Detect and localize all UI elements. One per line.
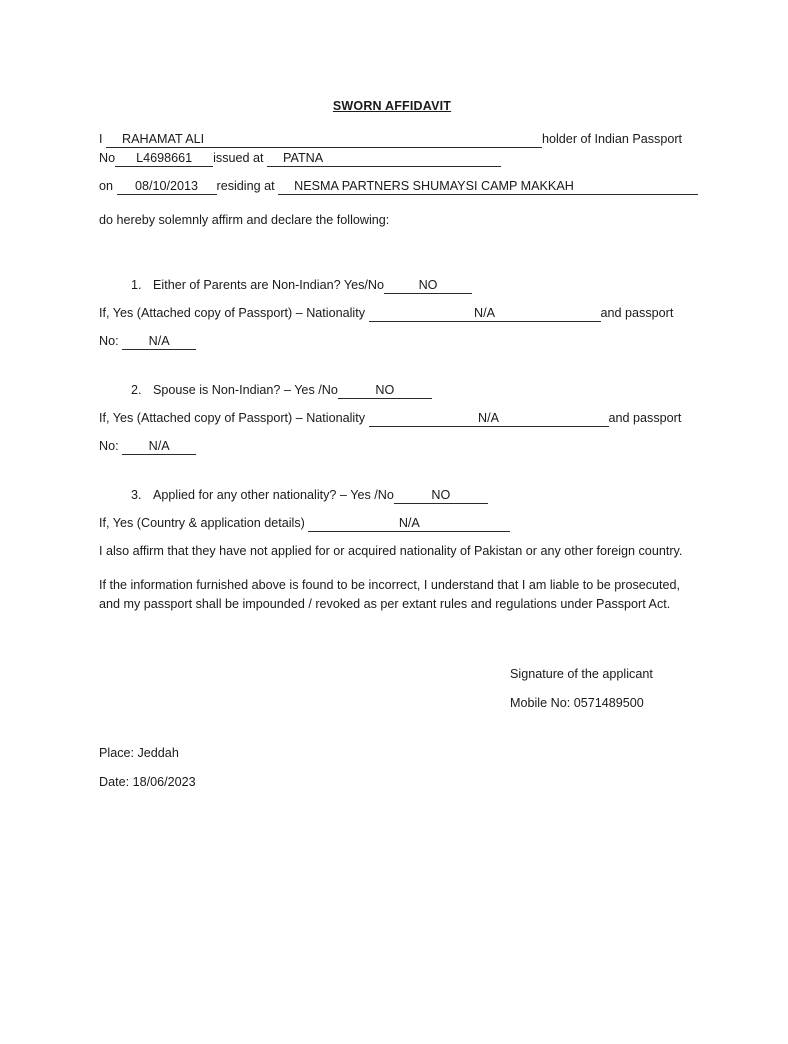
footer-block: [99, 739, 685, 797]
question-2-passport-no-label: No:: [99, 439, 119, 453]
question-row-3: [99, 486, 685, 505]
question-2-followup: [99, 409, 685, 428]
question-2-passport-no: [99, 437, 685, 456]
intro-line2-mid: issued at: [213, 151, 264, 165]
intro-line1-suffix: holder of Indian Passport: [542, 132, 683, 146]
question-3-answer-field[interactable]: NO: [394, 487, 488, 504]
liability-paragraph: If the information furnished above is found to be incorrect, I understand that I am liable to be prosecuted, and my passport shall be impounded / revoked as per extant rules and regulations under Passport Act.: [99, 578, 681, 611]
signature-label: Signature of the applicant: [510, 667, 653, 681]
question-1-answer-field[interactable]: NO: [384, 277, 472, 294]
question-3-details-field[interactable]: N/A: [308, 515, 510, 532]
question-1-passport-no: [99, 332, 685, 351]
question-1-passport-no-field[interactable]: N/A: [122, 333, 196, 350]
intro-line-passport: [99, 149, 685, 168]
intro-line3-mid: residing at: [216, 179, 275, 193]
intro-line-name: [99, 130, 685, 149]
question-row-1: [99, 276, 685, 295]
address-field[interactable]: NESMA PARTNERS SHUMAYSI CAMP MAKKAH: [278, 178, 698, 195]
mobile-number: Mobile No: 0571489500: [510, 696, 644, 710]
affirmation-paragraph: I also affirm that they have not applied for or acquired nationality of Pakistan or any other foreign country.: [99, 544, 683, 558]
date-text: Date: 18/06/2023: [99, 775, 196, 789]
signature-block: [510, 660, 685, 718]
question-1-number: 1.: [131, 278, 142, 292]
issued-at-field[interactable]: PATNA: [267, 150, 501, 167]
issue-date-field[interactable]: 08/10/2013: [117, 178, 217, 195]
question-1-followup-label: If, Yes (Attached copy of Passport) – Nationality: [99, 306, 366, 320]
question-2-passport-no-field[interactable]: N/A: [122, 438, 196, 455]
declaration-text: do hereby solemnly affirm and declare the following:: [99, 213, 390, 227]
question-2-answer-field[interactable]: NO: [338, 382, 432, 399]
intro-line3-prefix: on: [99, 179, 114, 193]
intro-line2-prefix: No: [99, 151, 116, 165]
question-1-text: Either of Parents are Non-Indian? Yes/No: [153, 278, 385, 292]
question-3-followup-label: If, Yes (Country & application details): [99, 516, 305, 530]
question-2-number: 2.: [131, 383, 142, 397]
question-1-followup: [99, 304, 685, 323]
document-body: [99, 99, 685, 797]
question-row-2: [99, 381, 685, 400]
question-3-number: 3.: [131, 488, 142, 502]
question-2-followup-label: If, Yes (Attached copy of Passport) – Nationality: [99, 411, 366, 425]
question-2-nationality-field[interactable]: N/A: [369, 410, 609, 427]
question-2-text: Spouse is Non-Indian? – Yes /No: [153, 383, 338, 397]
question-3-followup: [99, 514, 685, 533]
place-text: Place: Jeddah: [99, 746, 179, 760]
passport-number-field[interactable]: L4698661: [115, 150, 213, 167]
intro-line1-prefix: I: [99, 132, 103, 146]
page-title: SWORN AFFIDAVIT: [332, 99, 452, 113]
question-1-followup-suffix: and passport: [600, 306, 674, 320]
intro-line-address: [99, 177, 685, 196]
question-1-passport-no-label: No:: [99, 334, 119, 348]
question-3-text: Applied for any other nationality? – Yes /No: [153, 488, 394, 502]
question-2-followup-suffix: and passport: [608, 411, 682, 425]
applicant-name-field[interactable]: RAHAMAT ALI: [106, 131, 542, 148]
question-1-nationality-field[interactable]: N/A: [369, 305, 601, 322]
